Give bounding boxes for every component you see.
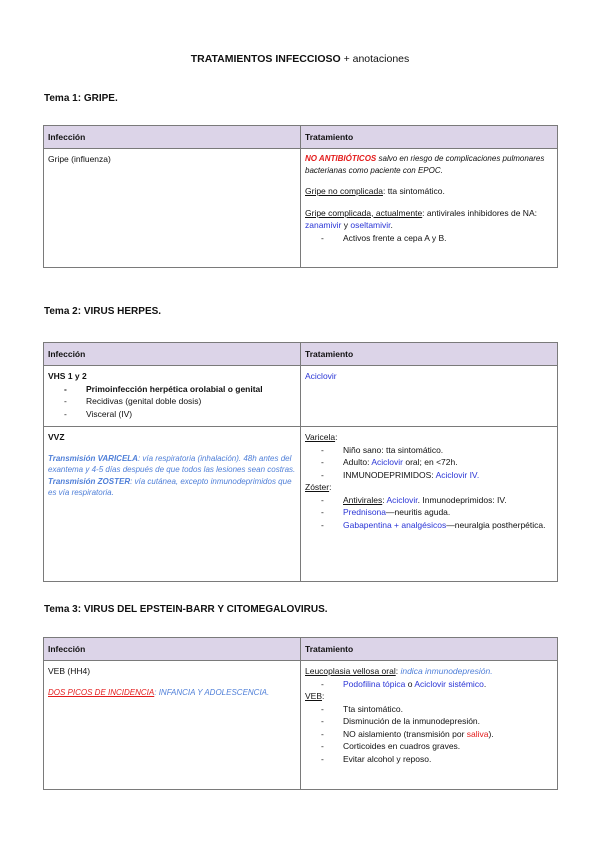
zoster-label: Zóster:: [305, 482, 332, 492]
page-title: TRATAMIENTOS INFECCIOSO + anotaciones: [190, 53, 410, 65]
section-title-tema2: Tema 2: VIRUS HERPES.: [44, 306, 162, 317]
list-item: - INMUNODEPRIMIDOS: Aciclovir IV.: [321, 469, 553, 482]
infection-gripe: Gripe (influenza): [48, 154, 111, 164]
list-item: - Niño sano: tta sintomático.: [321, 444, 553, 457]
table-row: [44, 427, 558, 582]
infection-cell: [44, 149, 301, 268]
list-item: - Evitar alcohol y reposo.: [321, 753, 553, 766]
infection-cell: [44, 427, 301, 582]
section-title-tema1: Tema 1: GRIPE.: [44, 93, 118, 104]
header-tratamiento: Tratamiento: [301, 126, 558, 149]
table-header-row: [44, 343, 558, 366]
list-item: - Antivirales: Aciclovir. Inmunodeprimidos: IV.: [321, 494, 553, 507]
table-tema2: [43, 342, 558, 582]
varicela-label: Varicela:: [305, 432, 338, 442]
list-item: - Activos frente a cepa A y B.: [321, 232, 553, 245]
infection-cell: [44, 661, 301, 790]
gripe-complicada: Gripe complicada, actualmente: antivirales inhibidores de NA: zanamivir y oseltamivir.: [305, 207, 537, 230]
treatment-cell: [301, 149, 558, 268]
section-title-tema3: Tema 3: VIRUS DEL EPSTEIN-BARR Y CITOMEGALOVIRUS.: [44, 604, 328, 615]
treatment-cell: [301, 661, 558, 790]
table-tema3: [43, 637, 558, 790]
header-infeccion: Infección: [44, 343, 301, 366]
no-antibioticos-note: NO ANTIBIÓTICOS salvo en riesgo de complicaciones pulmonares bacterianas como paciente con EPOC.: [305, 154, 545, 175]
list-item: - Recidivas (genital doble dosis): [64, 395, 296, 408]
header-tratamiento: Tratamiento: [301, 638, 558, 661]
veb-label: VEB:: [305, 691, 325, 701]
leucoplasia-line: Leucoplasia vellosa oral: indica inmunodepresión.: [305, 666, 493, 676]
table-row: [44, 366, 558, 427]
list-item: - Disminución de la inmunodepresión.: [321, 715, 553, 728]
header-tratamiento: Tratamiento: [301, 343, 558, 366]
list-item: - Visceral (IV): [64, 408, 296, 421]
transmision-varicela: Transmisión VARICELA: vía respiratoria (inhalación). 48h antes del exantema y 4-5 días después de que todos las lesiones sean costras.: [48, 453, 296, 474]
infection-vvz: VVZ: [48, 432, 65, 442]
treatment-cell: [301, 427, 558, 582]
transmision-zoster: Transmisión ZOSTER: vía cutánea, excepto inmunodeprimidos que es vía respiratoria.: [48, 476, 292, 497]
table-row: [44, 149, 558, 268]
infection-vhs: VHS 1 y 2: [48, 371, 87, 381]
table-header-row: [44, 126, 558, 149]
list-item: - Gabapentina + analgésicos—neuralgia postherpética.: [321, 519, 553, 532]
header-infeccion: Infección: [44, 126, 301, 149]
infection-veb: VEB (HH4): [48, 666, 91, 676]
list-item: - Podofilina tópica o Aciclovir sistémico.: [321, 678, 553, 691]
list-item: - Adulto: Aciclovir oral; en <72h.: [321, 456, 553, 469]
vhs-treatment: Aciclovir: [305, 371, 337, 381]
list-item: - Tta sintomático.: [321, 703, 553, 716]
list-item: - Prednisona—neuritis aguda.: [321, 506, 553, 519]
list-item: - Corticoides en cuadros graves.: [321, 740, 553, 753]
list-item: - NO aislamiento (transmisión por saliva).: [321, 728, 553, 741]
list-item: - Primoinfección herpética orolabial o genital: [64, 383, 296, 396]
picos-incidencia: DOS PICOS DE INCIDENCIA: INFANCIA Y ADOLESCENCIA.: [48, 687, 270, 697]
header-infeccion: Infección: [44, 638, 301, 661]
treatment-cell: [301, 366, 558, 427]
table-header-row: [44, 638, 558, 661]
infection-cell: [44, 366, 301, 427]
gripe-no-complicada: Gripe no complicada: tta sintomático.: [305, 186, 445, 196]
table-tema1: [43, 125, 558, 268]
table-row: [44, 661, 558, 790]
